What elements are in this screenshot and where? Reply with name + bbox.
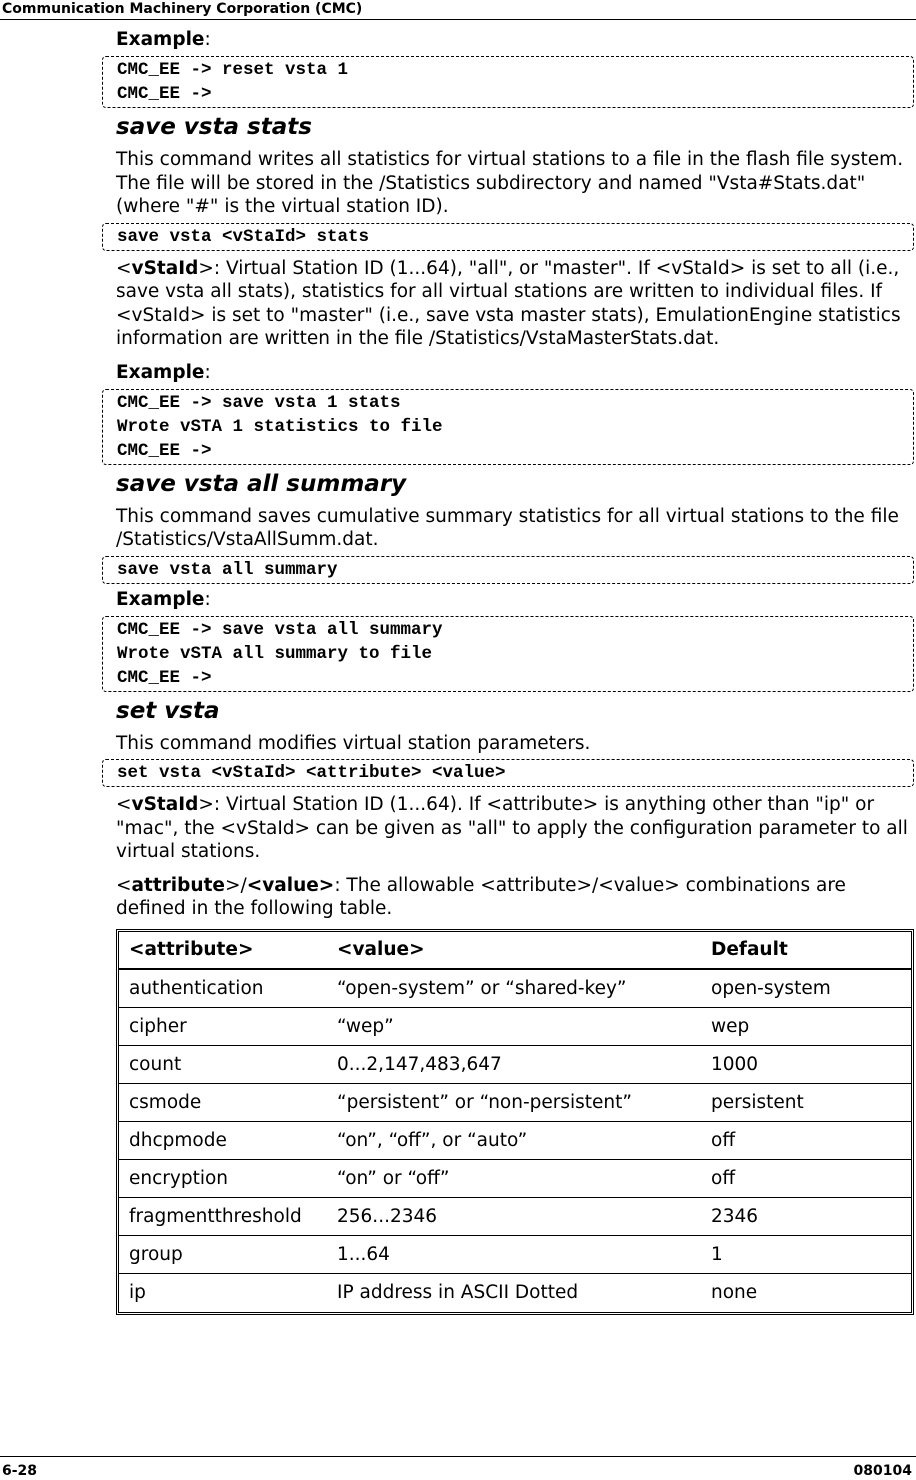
document-code: 080104 (853, 1463, 912, 1479)
code-block (102, 56, 914, 108)
table-cell: 256...2346 (327, 1198, 701, 1236)
syntax-block (102, 556, 914, 584)
table-cell: off (701, 1122, 911, 1160)
value-name: <value> (246, 874, 335, 896)
table-cell: cipher (119, 1008, 327, 1046)
table-cell: encryption (119, 1160, 327, 1198)
table-cell: 0...2,147,483,647 (327, 1046, 701, 1084)
code-line: CMC_EE -> (117, 84, 212, 104)
table-row (119, 1274, 911, 1312)
code-line: CMC_EE -> save vsta 1 stats (117, 392, 401, 413)
table-cell: 1 (701, 1236, 911, 1274)
table-cell: “persistent” or “non-persistent” (327, 1084, 701, 1122)
description: This command saves cumulative summary statistics for all virtual stations to the file /Statistics/VstaAllSumm.dat. (116, 505, 899, 550)
syntax-block (102, 223, 914, 251)
page-content (102, 26, 914, 1315)
param-name: vStaId (131, 257, 199, 279)
table-row (119, 970, 911, 1008)
code-line: Wrote vSTA 1 statistics to file (117, 416, 443, 437)
code-line: save vsta all summary (117, 559, 338, 580)
param-name: vStaId (131, 794, 199, 815)
table-cell: off (701, 1160, 911, 1198)
code-block (102, 616, 914, 692)
table-cell: open-system (701, 970, 911, 1008)
table-row (119, 1084, 911, 1122)
section-heading: set vsta (116, 697, 220, 724)
example-label: Example: (116, 361, 211, 383)
table-cell: ip (129, 1282, 146, 1303)
attribute-description: <attribute>/<value>: The allowable <attribute>/<value> combinations are defined in the following table. (116, 874, 846, 919)
table-cell: csmode (119, 1084, 327, 1122)
section-heading: save vsta stats (116, 114, 312, 140)
header-title: Communication Machinery Corporation (CMC) (2, 1, 363, 17)
code-line: CMC_EE -> reset vsta 1 (117, 60, 349, 80)
attribute-table (116, 929, 914, 1315)
column-header: Default (701, 932, 911, 970)
example-label: Example: (116, 29, 211, 50)
table-cell: persistent (701, 1084, 911, 1122)
code-line: CMC_EE -> (117, 667, 212, 688)
table-row (119, 1046, 911, 1084)
table-cell: none (711, 1282, 758, 1303)
table-cell: authentication (119, 970, 327, 1008)
table-cell: IP address in ASCII Dotted (337, 1282, 579, 1303)
table-cell: count (119, 1046, 327, 1084)
table-row (119, 1160, 911, 1198)
table-row (119, 1198, 911, 1236)
column-header: <attribute> (119, 932, 327, 970)
table-cell: group (119, 1236, 327, 1274)
syntax-block (102, 759, 914, 787)
code-line: Wrote vSTA all summary to file (117, 643, 433, 664)
table-header-row (119, 932, 911, 970)
table-cell: wep (701, 1008, 911, 1046)
table-cell: “on” or “off” (327, 1160, 701, 1198)
code-line: set vsta <vStaId> <attribute> <value> (117, 763, 506, 783)
page-number: 6-28 (2, 1463, 38, 1479)
table-cell: “on”, “off”, or “auto” (327, 1122, 701, 1160)
table-cell: fragmentthreshold (119, 1198, 327, 1236)
table-row (119, 1008, 911, 1046)
page-footer (0, 1456, 916, 1480)
section-heading: save vsta all summary (116, 470, 407, 497)
table-cell: “open-system” or “shared-key” (327, 970, 701, 1008)
table-cell: 1...64 (327, 1236, 701, 1274)
example-label: Example: (116, 588, 211, 610)
code-line: save vsta <vStaId> stats (117, 226, 370, 247)
code-line: CMC_EE -> save vsta all summary (117, 619, 443, 640)
page-header (0, 0, 916, 20)
table-cell: 2346 (701, 1198, 911, 1236)
description: This command modifies virtual station parameters. (116, 732, 591, 754)
param-description: <vStaId>: Virtual Station ID (1...64). If <attribute> is anything other than "ip" or "mac", the <vStaId> can be given as "all" to apply the configuration parameter to all virtual stations. (116, 794, 908, 862)
code-line: CMC_EE -> (117, 440, 212, 461)
param-description: <vStaId>: Virtual Station ID (1...64), "all", or "master". If <vStaId> is set to all (i.e., save vsta all stats), statistics for all virtual stations are written to individual files. If <vStaId> is set to "master" (i.e., save vsta master stats), EmulationEngine statistics information are written in the file /Statistics/VstaMasterStats.dat. (116, 257, 901, 349)
code-block (102, 389, 914, 465)
column-header: <value> (327, 932, 701, 970)
table-row (119, 1236, 911, 1274)
table-cell: dhcpmode (119, 1122, 327, 1160)
table-cell: 1000 (701, 1046, 911, 1084)
table-row (119, 1122, 911, 1160)
attribute-name: attribute (131, 874, 225, 896)
description: This command writes all statistics for virtual stations to a file in the flash file system. The file will be stored in the /Statistics subdirectory and named "Vsta#Stats.dat" (where "#" is the virtual station ID). (116, 149, 904, 217)
table-cell: “wep” (327, 1008, 701, 1046)
